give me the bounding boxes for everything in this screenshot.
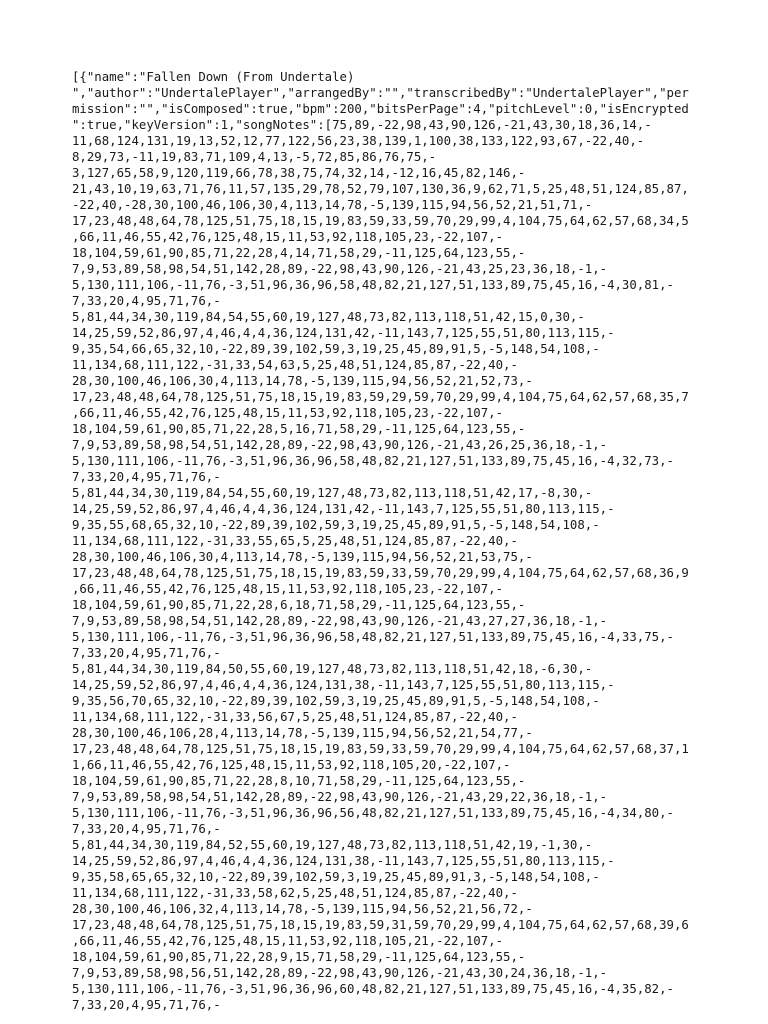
text-line: 14,25,59,52,86,97,4,46,4,4,36,124,131,38,-11,143,7,125,55,51,80,113,115,-: [72, 854, 615, 868]
text-line: 28,30,100,46,106,28,4,113,14,78,-5,139,115,94,56,52,21,54,77,-: [72, 726, 533, 740]
text-line: 17,23,48,48,64,78,125,51,75,18,15,19,83,59,33,59,70,29,99,4,104,75,64,62,57,68,37,1: [72, 742, 689, 756]
text-line: ,66,11,46,55,42,76,125,48,15,11,53,92,118,105,21,-22,107,-: [72, 934, 504, 948]
text-line: 18,104,59,61,90,85,71,22,28,4,14,71,58,29,-11,125,64,123,55,-: [72, 246, 526, 260]
text-line: 7,9,53,89,58,98,54,51,142,28,89,-22,98,43,90,126,-21,43,29,22,36,18,-1,-: [72, 790, 608, 804]
text-line: ,66,11,46,55,42,76,125,48,15,11,53,92,118,105,23,-22,107,-: [72, 230, 504, 244]
text-line: 5,81,44,34,30,119,84,54,55,60,19,127,48,73,82,113,118,51,42,17,-8,30,-: [72, 486, 593, 500]
text-line: 7,9,53,89,58,98,54,51,142,28,89,-22,98,43,90,126,-21,43,26,25,36,18,-1,-: [72, 438, 608, 452]
text-line: 9,35,54,66,65,32,10,-22,89,39,102,59,3,19,25,45,89,91,5,-5,148,54,108,-: [72, 342, 600, 356]
text-line: 7,33,20,4,95,71,76,-: [72, 998, 221, 1012]
text-line: 7,33,20,4,95,71,76,-: [72, 470, 221, 484]
text-line: 9,35,55,68,65,32,10,-22,89,39,102,59,3,19,25,45,89,91,5,-5,148,54,108,-: [72, 518, 600, 532]
text-line: 18,104,59,61,90,85,71,22,28,5,16,71,58,29,-11,125,64,123,55,-: [72, 422, 526, 436]
song-json-text: [72, 69, 712, 1013]
text-line: [{"name":"Fallen Down (From Undertale): [72, 70, 355, 84]
text-line: ":true,"keyVersion":1,"songNotes":[75,89,-22,98,43,90,126,-21,43,30,18,36,14,-: [72, 118, 652, 132]
text-line: 7,33,20,4,95,71,76,-: [72, 822, 221, 836]
text-line: 28,30,100,46,106,32,4,113,14,78,-5,139,115,94,56,52,21,56,72,-: [72, 902, 533, 916]
text-line: ,66,11,46,55,42,76,125,48,15,11,53,92,118,105,23,-22,107,-: [72, 406, 504, 420]
text-line: 7,9,53,89,58,98,56,51,142,28,89,-22,98,43,90,126,-21,43,30,24,36,18,-1,-: [72, 966, 608, 980]
text-line: 18,104,59,61,90,85,71,22,28,6,18,71,58,29,-11,125,64,123,55,-: [72, 598, 526, 612]
text-line: ,66,11,46,55,42,76,125,48,15,11,53,92,118,105,23,-22,107,-: [72, 582, 504, 596]
text-line: 17,23,48,48,64,78,125,51,75,18,15,19,83,59,29,59,70,29,99,4,104,75,64,62,57,68,35,7: [72, 390, 689, 404]
text-line: 11,134,68,111,122,-31,33,54,63,5,25,48,51,124,85,87,-22,40,-: [72, 358, 518, 372]
text-line: -22,40,-28,30,100,46,106,30,4,113,14,78,-5,139,115,94,56,52,21,51,71,-: [72, 198, 593, 212]
text-line: 7,33,20,4,95,71,76,-: [72, 646, 221, 660]
text-line: 7,9,53,89,58,98,54,51,142,28,89,-22,98,43,90,126,-21,43,25,23,36,18,-1,-: [72, 262, 608, 276]
text-line: mission":"","isComposed":true,"bpm":200,"bitsPerPage":4,"pitchLevel":0,"isEncrypted: [72, 102, 689, 116]
text-line: 5,130,111,106,-11,76,-3,51,96,36,96,58,48,82,21,127,51,133,89,75,45,16,-4,30,81,-: [72, 278, 674, 292]
text-line: 28,30,100,46,106,30,4,113,14,78,-5,139,115,94,56,52,21,52,73,-: [72, 374, 533, 388]
text-line: 7,33,20,4,95,71,76,-: [72, 294, 221, 308]
text-line: 9,35,56,70,65,32,10,-22,89,39,102,59,3,19,25,45,89,91,5,-5,148,54,108,-: [72, 694, 600, 708]
text-line: 11,68,124,131,19,13,52,12,77,122,56,23,38,139,1,100,38,133,122,93,67,-22,40,-: [72, 134, 645, 148]
text-line: 14,25,59,52,86,97,4,46,4,4,36,124,131,38,-11,143,7,125,55,51,80,113,115,-: [72, 678, 615, 692]
text-line: 3,127,65,58,9,120,119,66,78,38,75,74,32,14,-12,16,45,82,146,-: [72, 166, 526, 180]
text-line: 11,134,68,111,122,-31,33,58,62,5,25,48,51,124,85,87,-22,40,-: [72, 886, 518, 900]
text-line: 11,134,68,111,122,-31,33,56,67,5,25,48,51,124,85,87,-22,40,-: [72, 710, 518, 724]
text-line: 5,130,111,106,-11,76,-3,51,96,36,96,58,48,82,21,127,51,133,89,75,45,16,-4,32,73,-: [72, 454, 674, 468]
text-line: 5,130,111,106,-11,76,-3,51,96,36,96,58,48,82,21,127,51,133,89,75,45,16,-4,33,75,-: [72, 630, 674, 644]
text-line: 28,30,100,46,106,30,4,113,14,78,-5,139,115,94,56,52,21,53,75,-: [72, 550, 533, 564]
text-line: 7,9,53,89,58,98,54,51,142,28,89,-22,98,43,90,126,-21,43,27,27,36,18,-1,-: [72, 614, 608, 628]
text-line: 14,25,59,52,86,97,4,46,4,4,36,124,131,42,-11,143,7,125,55,51,80,113,115,-: [72, 326, 615, 340]
text-line: 5,81,44,34,30,119,84,54,55,60,19,127,48,73,82,113,118,51,42,15,0,30,-: [72, 310, 585, 324]
text-line: 5,81,44,34,30,119,84,52,55,60,19,127,48,73,82,113,118,51,42,19,-1,30,-: [72, 838, 593, 852]
text-line: 18,104,59,61,90,85,71,22,28,9,15,71,58,29,-11,125,64,123,55,-: [72, 950, 526, 964]
text-line: 17,23,48,48,64,78,125,51,75,18,15,19,83,59,31,59,70,29,99,4,104,75,64,62,57,68,39,6: [72, 918, 689, 932]
text-line: 17,23,48,48,64,78,125,51,75,18,15,19,83,59,33,59,70,29,99,4,104,75,64,62,57,68,36,9: [72, 566, 689, 580]
text-line: 21,43,10,19,63,71,76,11,57,135,29,78,52,79,107,130,36,9,62,71,5,25,48,51,124,85,87,: [72, 182, 689, 196]
text-line: 9,35,58,65,65,32,10,-22,89,39,102,59,3,19,25,45,89,91,3,-5,148,54,108,-: [72, 870, 600, 884]
text-line: ","author":"UndertalePlayer","arrangedBy":"","transcribedBy":"UndertalePlayer","per: [72, 86, 689, 100]
text-line: 18,104,59,61,90,85,71,22,28,8,10,71,58,29,-11,125,64,123,55,-: [72, 774, 526, 788]
text-line: 5,130,111,106,-11,76,-3,51,96,36,96,56,48,82,21,127,51,133,89,75,45,16,-4,34,80,-: [72, 806, 674, 820]
text-line: 11,134,68,111,122,-31,33,55,65,5,25,48,51,124,85,87,-22,40,-: [72, 534, 518, 548]
text-line: 14,25,59,52,86,97,4,46,4,4,36,124,131,42,-11,143,7,125,55,51,80,113,115,-: [72, 502, 615, 516]
text-line: 8,29,73,-11,19,83,71,109,4,13,-5,72,85,86,76,75,-: [72, 150, 437, 164]
text-line: 17,23,48,48,64,78,125,51,75,18,15,19,83,59,33,59,70,29,99,4,104,75,64,62,57,68,34,5: [72, 214, 689, 228]
text-line: 1,66,11,46,55,42,76,125,48,15,11,53,92,118,105,20,-22,107,-: [72, 758, 511, 772]
text-line: 5,81,44,34,30,119,84,50,55,60,19,127,48,73,82,113,118,51,42,18,-6,30,-: [72, 662, 593, 676]
text-line: 5,130,111,106,-11,76,-3,51,96,36,96,60,48,82,21,127,51,133,89,75,45,16,-4,35,82,-: [72, 982, 674, 996]
